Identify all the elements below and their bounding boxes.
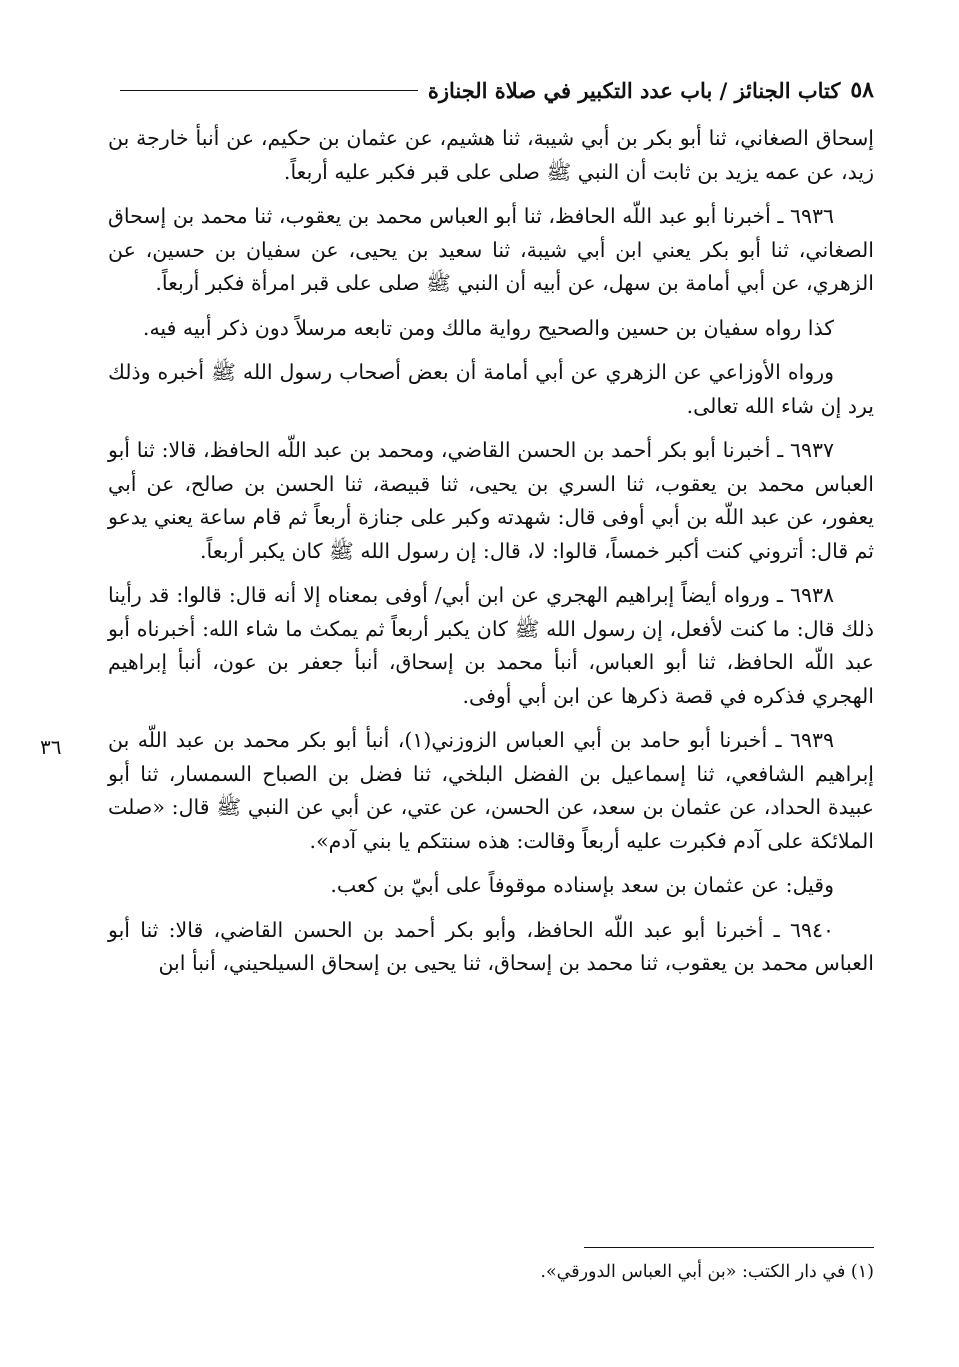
paragraph: ٦٩٣٨ ـ ورواه أيضاً إبراهيم الهجري عن ابن أبي/ أوفى بمعناه إلا أنه قال: قالوا: قد رأينا ذلك قال: ما كنت لأفعل، إن رسول الله ﷺ كان يكبر أربعاً ثم يمكث ما شاء الله: أخبرناه أبو عبد اللّه الحافظ، ثنا أبو العباس، أنبأ محمد بن إسحاق، أنبأ جعفر بن عون، أنبأ إبراهيم الهجري فذكره في قصة ذكرها عن ابن أبي أوفى. xyxy=(108,583,874,708)
footnote-rule xyxy=(584,1247,874,1248)
margin-page-reference: ٣٦ xyxy=(40,735,62,759)
paragraph: ٦٩٤٠ ـ أخبرنا أبو عبد اللّه الحافظ، وأبو بكر أحمد بن الحسن القاضي، قالا: ثنا أبو العباس محمد بن يعقوب، ثنا محمد بن إسحاق، ثنا يحيى بن إسحاق السيلحيني، أنبأ ابن xyxy=(108,917,874,975)
paragraph: إسحاق الصغاني، ثنا أبو بكر بن أبي شيبة، ثنا هشيم، عن عثمان بن حكيم، عن أنبأ خارجة بن زيد، عن عمه يزيد بن ثابت أن النبي ﷺ صلى على قبر فكبر عليه أربعاً. xyxy=(108,126,874,184)
paragraph: ورواه الأوزاعي عن الزهري عن أبي أمامة أن بعض أصحاب رسول الله ﷺ أخبره وذلك يرد إن شاء الله تعالى. xyxy=(108,360,874,418)
paragraph: ٦٩٣٩ ـ أخبرنا أبو حامد بن أبي العباس الزوزني(١)، أنبأ أبو بكر محمد بن عبد اللّه بن إبراهيم الشافعي، ثنا إسماعيل بن الفضل البلخي، ثنا فضل بن الصباح السمسار، ثنا أبو عبيدة الحداد، عن عثمان بن سعد، عن الحسن، عن عتي، عن أبي عن النبي ﷺ قال: «صلت الملائكة على آدم فكبرت عليه أربعاً وقالت: هذه سنتكم يا بني آدم». xyxy=(108,728,874,853)
paragraph: ٦٩٣٦ ـ أخبرنا أبو عبد اللّه الحافظ، ثنا أبو العباس محمد بن يعقوب، ثنا محمد بن إسحاق الصغاني، ثنا أبو بكر يعني ابن أبي شيبة، ثنا سعيد بن يحيى، عن سفيان بن حسين، عن الزهري، عن أبي أمامة بن سهل، عن أبيه أن النبي ﷺ صلى على قبر امرأة فكبر أربعاً. xyxy=(108,204,874,295)
running-header xyxy=(110,70,874,110)
paragraph: كذا رواه سفيان بن حسين والصحيح رواية مالك ومن تابعه مرسلاً دون ذكر أبيه فيه. xyxy=(142,315,834,340)
paragraph: وقيل: عن عثمان بن سعد بإسناده موقوفاً على أبيّ بن كعب. xyxy=(330,873,834,897)
paragraph: ٦٩٣٧ ـ أخبرنا أبو بكر أحمد بن الحسن القاضي، ومحمد بن عبد اللّه الحافظ، قالا: ثنا أبو العباس محمد بن يعقوب، ثنا السري بن يحيى، ثنا قبيصة، ثنا الحسن بن صالح، عن أبي يعفور، عن عبد اللّه بن أبي أوفى قال: شهدته وكبر على جنازة أربعاً ثم قام ساعة يعني يدعو ثم قال: أتروني كنت أكبر خمساً، قالوا: لا، قال: إن رسول الله ﷺ كان يكبر أربعاً. xyxy=(108,438,874,563)
footnote: (١) في دار الكتب: «بن أبي العباس الدورقي». xyxy=(540,1262,874,1282)
header-rule xyxy=(120,90,418,91)
page-number: ٥٨ xyxy=(850,77,874,103)
header-title: كتاب الجنائز / باب عدد التكبير في صلاة الجنازة xyxy=(427,77,841,103)
main-text xyxy=(108,122,874,992)
